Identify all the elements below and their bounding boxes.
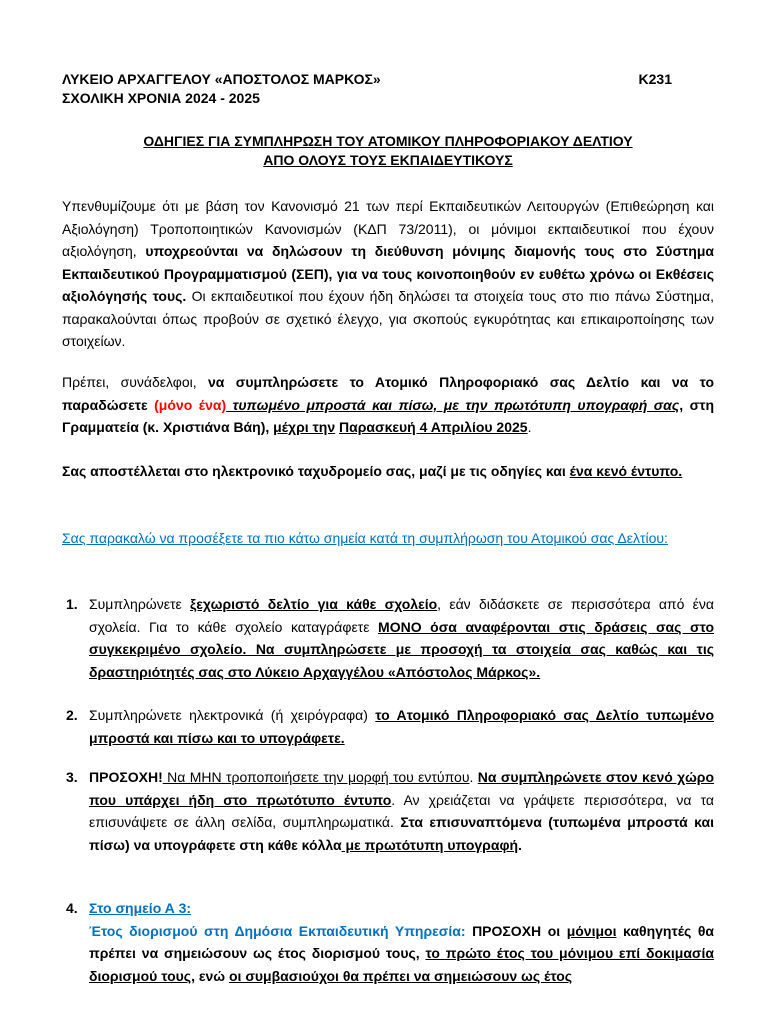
reminder-text-bold: υποχρεούνται να δηλώσουν τη διεύθυνση μόνιμης διαμονής τους στο Σύστημα Εκπαιδευτικού Προγραμματισμού (ΣΕΠ), για να τους κοινοποιηθούν εν ευθέτω χρόνω οι Εκθέσεις αξιολόγησής τους. <box>62 243 714 304</box>
list-item-4 <box>62 897 714 987</box>
submission-only-one: (μόνο ένα) <box>154 396 227 413</box>
paragraph-reminder <box>62 195 714 353</box>
submission-secretariat: , στη Γραμματεία (κ. Χριστιάνα Βάη), <box>62 396 715 435</box>
item3-fill-blank: Να συμπληρώνετε στον κενό χώρο που υπάρχει ήδη στο πρωτότυπο έντυπο <box>89 769 714 808</box>
submission-until: μέχρι την <box>273 419 336 435</box>
submission-text-a: Πρέπει, συνάδελφοι, <box>62 374 208 390</box>
list-item-3 <box>62 766 714 856</box>
list-item-2 <box>62 704 714 749</box>
item1-text-c: , εάν διδάσκετε σε περισσότερα από ένα σχολεία. Για το κάθε σχολείο καταγράφετε <box>89 596 714 635</box>
item3-attachments: Στα επισυναπτόμενα (τυπωμένα μπροστά και πίσω) να υπογράφετε στη κάθε κόλλα <box>89 814 714 853</box>
item3-original-signature: με πρωτότυπη υπογραφή <box>341 836 519 853</box>
item3-text-e: . Αν χρειάζεται να γράψετε περισσότερα, να τα επισυνάψετε σε άλλη σελίδα, συμπληρωματικά. <box>89 791 714 830</box>
document-code: Κ231 <box>638 71 672 87</box>
item3-attention: ΠΡΟΣΟΧΗ! <box>89 769 163 785</box>
reminder-text-c: Οι εκπαιδευτικοί που έχουν ήδη δηλώσει τα στοιχεία τους στο πιο πάνω Σύστημα, παρακαλούνται όπως προβούν σε σχετικό έλεγχο, για σκοπούς εγκυρότητας και επικαιροποίησης των στοιχείων. <box>62 288 714 349</box>
item-number: 4. <box>66 900 78 916</box>
item4-attention: ΠΡΟΣΟΧΗ οι <box>465 922 567 939</box>
school-name: ΛΥΚΕΙΟ ΑΡΧΑΓΓΕΛΟΥ «ΑΠΟΣΤΟΛΟΣ ΜΑΡΚΟΣ» <box>62 71 381 87</box>
item4-point-a3: Στο σημείο Α 3: <box>89 900 192 916</box>
item4-appointment-year: Έτος διορισμού στη Δημόσια Εκπαιδευτική Υπηρεσία: <box>89 922 466 939</box>
item4-first-year: το πρώτο έτος του μόνιμου επί δοκιμασία <box>425 945 714 961</box>
item-number: 3. <box>66 769 78 785</box>
paragraph-submission <box>62 371 714 439</box>
document-title <box>62 132 714 170</box>
item2-form-signed: το Ατομικό Πληροφοριακό σας Δελτίο τυπωμένο μπροστά και πίσω και το υπογράφετε. <box>89 707 714 746</box>
submission-printed: τυπωμένο μπροστά και πίσω, με την πρωτότυπη υπογραφή σας <box>226 396 680 413</box>
paragraph-email <box>62 460 714 483</box>
item4-contract: οι συμβασιούχοι θα πρέπει να σημειώσουν ως έτος <box>229 967 573 984</box>
submission-end: . <box>527 419 532 435</box>
item4-text-i: , ενώ <box>191 967 229 984</box>
email-text-a: Σας αποστέλλεται στο ηλεκτρονικό ταχυδρομείο σας, μαζί με τις οδηγίες και <box>62 463 570 479</box>
paragraph-notice: Σας παρακαλώ να προσέξετε τα πιο κάτω σημεία κατά τη συμπλήρωση του Ατομικού σας Δελτίου: <box>62 530 668 546</box>
item4-text-e: καθηγητές θα πρέπει να σημειώσουν ως έτος διορισμού τους, <box>89 922 715 961</box>
item-number: 2. <box>66 707 78 723</box>
item1-text-a: Συμπληρώνετε <box>89 596 191 612</box>
submission-deadline: Παρασκευή 4 Απριλίου 2025 <box>339 419 528 435</box>
title-line-1: ΟΔΗΓΙΕΣ ΓΙΑ ΣΥΜΠΛΗΡΩΣΗ ΤΟΥ ΑΤΟΜΙΚΟΥ ΠΛΗΡΟΦΟΡΙΑΚΟΥ ΔΕΛΤΙΟΥ <box>143 133 633 149</box>
document-header <box>62 70 672 108</box>
item2-text-a: Συμπληρώνετε ηλεκτρονικά (ή χειρόγραφα) <box>89 707 376 723</box>
item4-permanent: μόνιμοι <box>566 922 617 939</box>
submission-text-b: να συμπληρώσετε το Ατομικό Πληροφοριακό σας Δελτίο και να το παραδώσετε <box>62 374 714 413</box>
reminder-text-a: Υπενθυμίζουμε ότι με βάση τον Κανονισμό 21 των περί Εκπαιδευτικών Λειτουργών (Επιθεώρηση και Αξιολόγηση) Τροποποιητικών Κανονισμών (ΚΔΠ 73/2011), οι μόνιμοι εκπαιδευτικοί που έχουν αξιολόγηση, <box>62 198 714 259</box>
list-item-1 <box>62 593 714 683</box>
email-blank-form: ένα κενό έντυπο. <box>569 463 683 479</box>
item3-text-c: . <box>469 769 478 785</box>
title-line-2: ΑΠΟ ΟΛΟΥΣ ΤΟΥΣ ΕΚΠΑΙΔΕΥΤΙΚΟΥΣ <box>263 152 513 168</box>
school-year: ΣΧΟΛΙΚΗ ΧΡΟΝΙΑ 2024 - 2025 <box>62 90 260 106</box>
item1-separate-form: ξεχωριστό δελτίο για κάθε σχολείο <box>190 596 438 612</box>
item3-do-not-modify: Να ΜΗΝ τροποποιήσετε την μορφή του εντύπου <box>162 769 470 785</box>
item1-only-school: ΜΟΝΟ όσα αναφέρονται στις δράσεις σας στο συγκεκριμένο σχολείο. Να συμπληρώσετε με προσοχή τα στοιχεία σας καθώς και τις δραστηριότητές σας στο Λύκειο Αρχαγγέλου «Απόστολος Μάρκος». <box>89 618 714 680</box>
item3-end: . <box>518 836 522 853</box>
item4-appointment: διορισμού τους <box>89 967 192 984</box>
item-number: 1. <box>66 596 78 612</box>
